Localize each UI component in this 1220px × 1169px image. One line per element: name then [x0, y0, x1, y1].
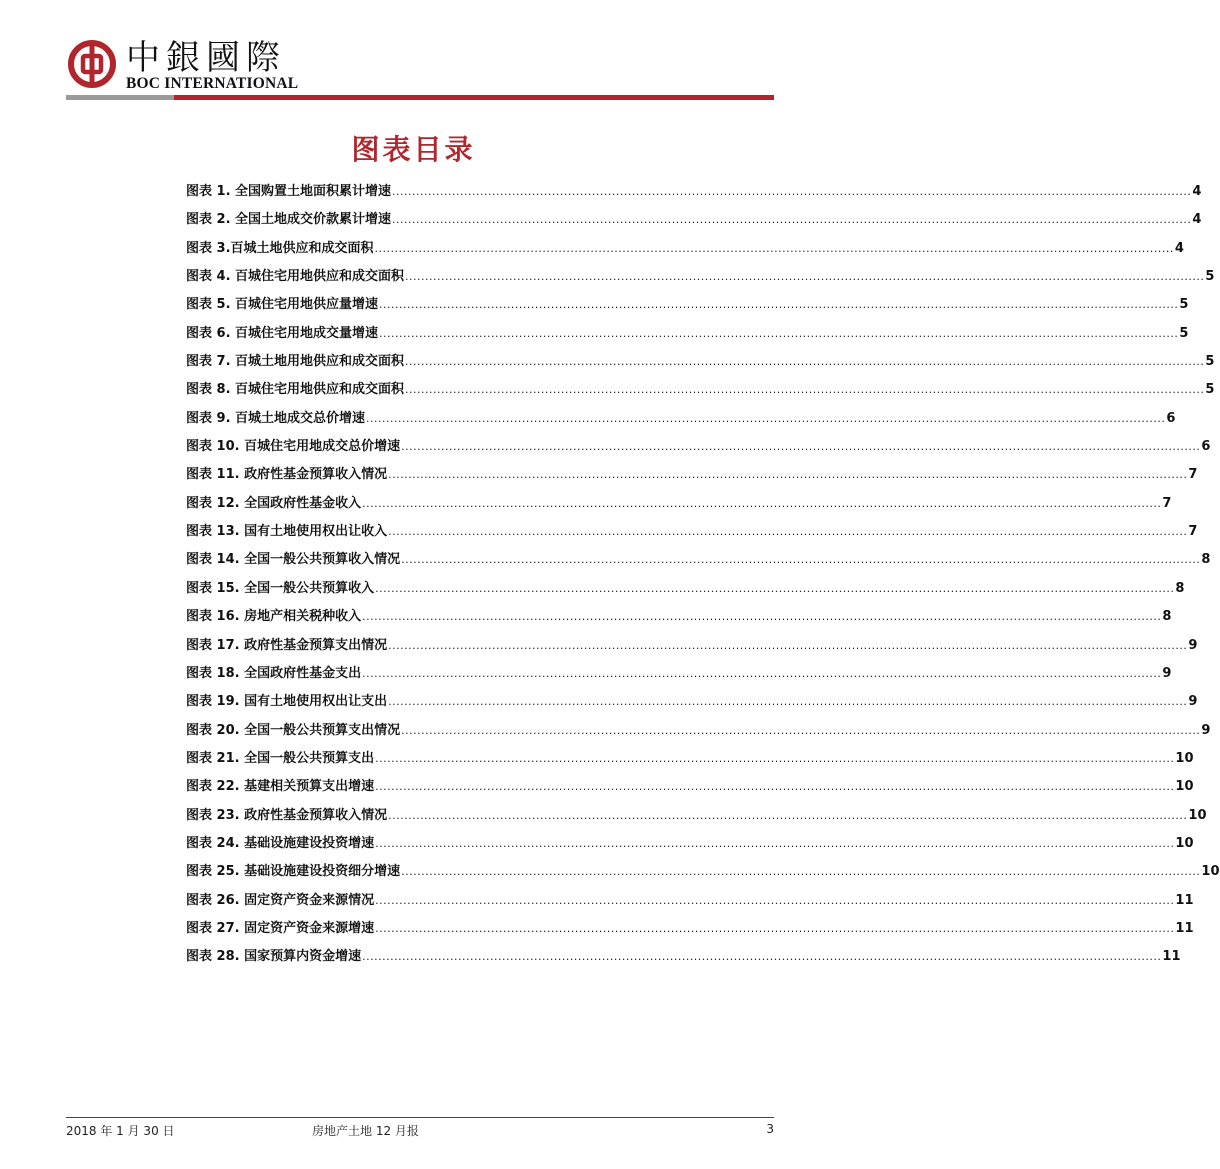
toc-entry-page: 10	[1188, 807, 1207, 823]
boc-logo-icon	[68, 40, 116, 88]
toc-entry-page: 10	[1175, 750, 1194, 766]
toc-entry-page: 9	[1162, 665, 1172, 681]
toc-entry-page: 8	[1175, 580, 1185, 596]
toc-entry[interactable]	[186, 350, 1215, 378]
toc-entry[interactable]	[186, 237, 1184, 265]
toc-title: 图表目录	[351, 133, 476, 166]
toc-entry[interactable]	[186, 435, 1211, 463]
toc-entry-page: 4	[1174, 240, 1184, 256]
toc-entry-page: 9	[1201, 722, 1211, 738]
toc-entry[interactable]	[186, 634, 1198, 662]
toc-entry-label: 图表 21. 全国一般公共预算支出	[186, 750, 375, 766]
toc-entry-label: 图表 4. 百城住宅用地供应和成交面积	[186, 269, 405, 285]
toc-dot-leader: ........................................................................................................................................................................................................	[401, 553, 1201, 567]
toc-entry[interactable]	[186, 293, 1189, 321]
brand-name-chinese: 中銀國際	[126, 38, 286, 78]
toc-dot-leader: ........................................................................................................................................................................................................	[375, 893, 1175, 907]
toc-entry-page: 5	[1205, 354, 1215, 370]
footer-date: 2018 年 1 月 30 日	[66, 1124, 175, 1138]
toc-dot-leader: ........................................................................................................................................................................................................	[392, 213, 1192, 227]
toc-entry-page: 11	[1162, 949, 1181, 965]
footer-rule	[66, 1117, 774, 1118]
toc-entry[interactable]	[186, 945, 1181, 973]
table-of-figures	[186, 180, 1220, 974]
toc-dot-leader: ........................................................................................................................................................................................................	[401, 440, 1201, 454]
toc-entry-page: 9	[1188, 637, 1198, 653]
toc-dot-leader: ........................................................................................................................................................................................................	[362, 610, 1162, 624]
toc-entry-label: 图表 13. 国有土地使用权出让收入	[186, 524, 388, 540]
toc-entry-label: 图表 2. 全国土地成交价款累计增速	[186, 212, 392, 228]
toc-entry[interactable]	[186, 180, 1202, 208]
toc-entry-label: 图表 25. 基础设施建设投资细分增速	[186, 864, 401, 880]
header-rule-gray	[66, 95, 174, 100]
toc-entry[interactable]	[186, 889, 1194, 917]
toc-dot-leader: ........................................................................................................................................................................................................	[401, 723, 1201, 737]
toc-entry-label: 图表 17. 政府性基金预算支出情况	[186, 637, 388, 653]
toc-entry-label: 图表 7. 百城土地用地供应和成交面积	[186, 354, 405, 370]
toc-entry-label: 图表 14. 全国一般公共预算收入情况	[186, 552, 401, 568]
header-rule-red	[174, 95, 774, 100]
toc-dot-leader: ........................................................................................................................................................................................................	[388, 808, 1188, 822]
toc-entry[interactable]	[186, 804, 1207, 832]
toc-entry-page: 11	[1175, 892, 1194, 908]
toc-entry-label: 图表 5. 百城住宅用地供应量增速	[186, 297, 379, 313]
toc-entry-label: 图表 3.百城土地供应和成交面积	[186, 240, 374, 256]
toc-entry-label: 图表 15. 全国一般公共预算收入	[186, 580, 375, 596]
toc-entry-label: 图表 6. 百城住宅用地成交量增速	[186, 325, 379, 341]
toc-dot-leader: ........................................................................................................................................................................................................	[362, 666, 1162, 680]
toc-dot-leader: ........................................................................................................................................................................................................	[362, 496, 1162, 510]
brand-name-english: BOC INTERNATIONAL	[126, 75, 299, 92]
toc-entry[interactable]	[186, 860, 1220, 888]
toc-entry[interactable]	[186, 690, 1198, 718]
toc-entry[interactable]	[186, 832, 1194, 860]
toc-dot-leader: ........................................................................................................................................................................................................	[366, 411, 1166, 425]
toc-entry[interactable]	[186, 407, 1176, 435]
toc-entry-label: 图表 12. 全国政府性基金收入	[186, 495, 362, 511]
toc-dot-leader: ........................................................................................................................................................................................................	[388, 638, 1188, 652]
toc-entry-page: 11	[1175, 920, 1194, 936]
toc-entry[interactable]	[186, 520, 1198, 548]
toc-dot-leader: ........................................................................................................................................................................................................	[388, 525, 1188, 539]
toc-dot-leader: ........................................................................................................................................................................................................	[362, 950, 1162, 964]
toc-dot-leader: ........................................................................................................................................................................................................	[375, 780, 1175, 794]
toc-dot-leader: ........................................................................................................................................................................................................	[375, 581, 1175, 595]
toc-dot-leader: ........................................................................................................................................................................................................	[401, 865, 1201, 879]
toc-entry-label: 图表 23. 政府性基金预算收入情况	[186, 807, 388, 823]
toc-entry[interactable]	[186, 322, 1189, 350]
toc-dot-leader: ........................................................................................................................................................................................................	[375, 836, 1175, 850]
toc-dot-leader: ........................................................................................................................................................................................................	[388, 695, 1188, 709]
toc-entry-label: 图表 1. 全国购置土地面积累计增速	[186, 184, 392, 199]
toc-entry-page: 9	[1188, 694, 1198, 710]
toc-entry-label: 图表 22. 基建相关预算支出增速	[186, 779, 375, 795]
toc-entry-label: 图表 20. 全国一般公共预算支出情况	[186, 722, 401, 738]
toc-entry-label: 图表 19. 国有土地使用权出让支出	[186, 694, 388, 710]
toc-entry-page: 8	[1162, 609, 1172, 625]
toc-entry-page: 10	[1201, 864, 1220, 880]
toc-entry-label: 图表 9. 百城土地成交总价增速	[186, 410, 366, 426]
toc-entry-page: 7	[1188, 467, 1198, 483]
toc-entry[interactable]	[186, 577, 1185, 605]
toc-dot-leader: ........................................................................................................................................................................................................	[379, 326, 1179, 340]
toc-dot-leader: ........................................................................................................................................................................................................	[388, 468, 1188, 482]
toc-entry[interactable]	[186, 492, 1172, 520]
toc-entry-label: 图表 10. 百城住宅用地成交总价增速	[186, 439, 401, 455]
toc-dot-leader: ........................................................................................................................................................................................................	[379, 298, 1179, 312]
toc-entry-page: 5	[1205, 382, 1215, 398]
toc-dot-leader: ........................................................................................................................................................................................................	[375, 751, 1175, 765]
toc-entry-label: 图表 16. 房地产相关税种收入	[186, 609, 362, 625]
toc-entry[interactable]	[186, 719, 1211, 747]
toc-entry[interactable]	[186, 917, 1194, 945]
toc-entry[interactable]	[186, 463, 1198, 491]
toc-dot-leader: ........................................................................................................................................................................................................	[405, 355, 1205, 369]
toc-entry[interactable]	[186, 265, 1215, 293]
toc-entry[interactable]	[186, 605, 1172, 633]
footer-page-number: 3	[766, 1122, 774, 1136]
toc-dot-leader: ........................................................................................................................................................................................................	[374, 241, 1174, 255]
toc-entry-page: 8	[1201, 552, 1211, 568]
toc-entry-page: 6	[1166, 410, 1176, 426]
toc-entry-page: 5	[1179, 297, 1189, 313]
toc-entry-page: 4	[1192, 184, 1202, 199]
toc-entry[interactable]	[186, 208, 1202, 236]
footer-report-title: 房地产土地 12 月报	[312, 1124, 419, 1138]
toc-entry-page: 10	[1175, 835, 1194, 851]
toc-entry-page: 10	[1175, 779, 1194, 795]
toc-entry-label: 图表 27. 固定资产资金来源增速	[186, 920, 375, 936]
toc-entry-label: 图表 11. 政府性基金预算收入情况	[186, 467, 388, 483]
toc-dot-leader: ........................................................................................................................................................................................................	[375, 921, 1175, 935]
toc-dot-leader: ........................................................................................................................................................................................................	[405, 270, 1205, 284]
toc-entry-page: 5	[1205, 269, 1215, 285]
toc-entry[interactable]	[186, 378, 1215, 406]
toc-entry-label: 图表 26. 固定资产资金来源情况	[186, 892, 375, 908]
toc-entry-label: 图表 18. 全国政府性基金支出	[186, 665, 362, 681]
toc-dot-leader: ........................................................................................................................................................................................................	[392, 185, 1192, 198]
toc-dot-leader: ........................................................................................................................................................................................................	[405, 383, 1205, 397]
toc-entry-label: 图表 8. 百城住宅用地供应和成交面积	[186, 382, 405, 398]
toc-entry-page: 7	[1188, 524, 1198, 540]
page-header	[66, 38, 774, 102]
toc-entry-label: 图表 28. 国家预算内资金增速	[186, 949, 362, 965]
toc-entry-page: 7	[1162, 495, 1172, 511]
toc-entry-label: 图表 24. 基础设施建设投资增速	[186, 835, 375, 851]
toc-entry[interactable]	[186, 747, 1194, 775]
toc-entry-page: 5	[1179, 325, 1189, 341]
toc-entry[interactable]	[186, 662, 1172, 690]
toc-entry[interactable]	[186, 548, 1211, 576]
toc-entry-page: 6	[1201, 439, 1211, 455]
toc-entry-page: 4	[1192, 212, 1202, 228]
toc-entry[interactable]	[186, 775, 1194, 803]
